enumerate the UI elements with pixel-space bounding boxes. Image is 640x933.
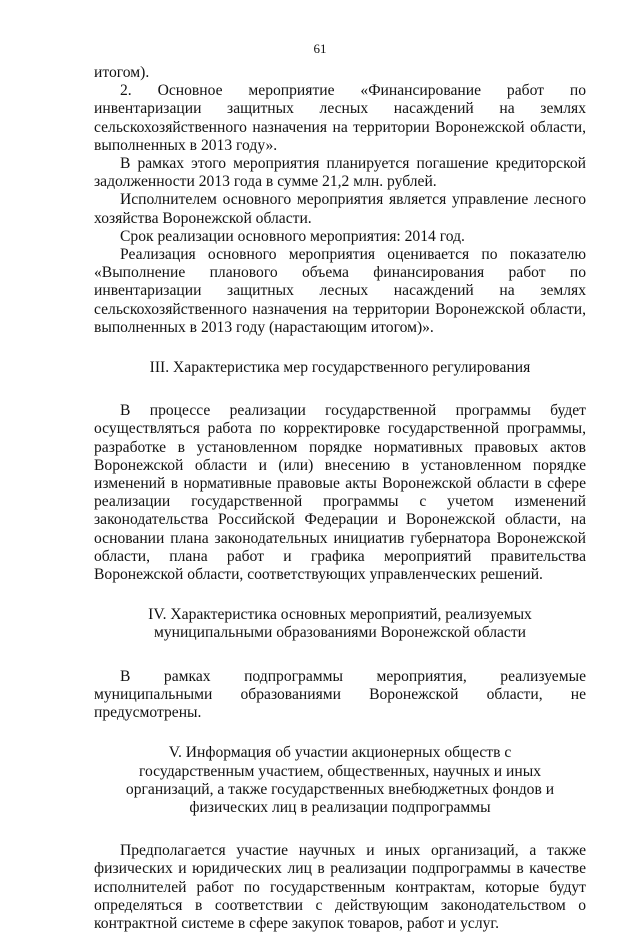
- section-3-heading: III. Характеристика мер государственного регулирования: [149, 359, 531, 377]
- paragraph-main-activity-2: 2. Основное мероприятие «Финансирование работ по инвентаризации защитных лесных насаждений на землях сельскохозяйственного назначения на территории Воронежской области, выполненных в 2013 году».: [94, 82, 586, 154]
- section-5-body: Предполагается участие научных и иных организаций, а также физических и юридических лиц в реализации подпрограммы в качестве исполнителей работ по государственным контрактам, которые будут определяться в соответствии с действующим законодательством о контрактной системе в сфере закупок товаров, работ и услуг.: [94, 842, 586, 932]
- section-5-heading-line-3: организаций, а также государственных внебюджетных фондов и: [125, 780, 555, 798]
- section-4-body: В рамках подпрограммы мероприятия, реализуемые муниципальными образованиями Воронежской области, не предусмотрены.: [94, 667, 586, 722]
- paragraph-indicator: Реализация основного мероприятия оценивается по показателю «Выполнение планового объема финансирования работ по инвентаризации защитных лесных насаждений на землях сельскохозяйственного назначения на территории Воронежской области, выполненных в 2013 году (нарастающим итогом)».: [94, 246, 586, 336]
- page-body: [94, 64, 586, 933]
- section-5-heading-line-1: V. Информация об участии акционерных обществ с: [168, 744, 512, 762]
- page-number: 61: [313, 41, 327, 56]
- paragraph-continuation: итогом).: [94, 64, 150, 81]
- paragraph-term: Срок реализации основного мероприятия: 2014 год.: [120, 227, 465, 245]
- section-3-body: В процессе реализации государственной программы будет осуществляться работа по корректировке государственной программы, разработке в установленном порядке нормативных правовых актов Воронежской области и (или) внесению в установленном порядке изменений в нормативные правовые акты Воронежской области в сфере реализации государственной программы с учетом изменений законодательства Российской Федерации и Воронежской области, на основании плана законодательных инициатив губернатора Воронежской области, плана работ и графика мероприятий правительства Воронежской области, соответствующих управленческих решений.: [94, 402, 586, 584]
- section-4-heading-line-2: муниципальными образованиями Воронежской области: [153, 624, 527, 642]
- section-4-heading-line-1: IV. Характеристика основных мероприятий, реализуемых: [148, 606, 532, 624]
- paragraph-debt-repayment: В рамках этого мероприятия планируется погашение кредиторской задолженности 2013 года в сумме 21,2 млн. рублей.: [94, 155, 586, 191]
- paragraph-executor: Исполнителем основного мероприятия является управление лесного хозяйства Воронежской области.: [94, 191, 586, 227]
- section-5-heading-line-4: физических лиц в реализации подпрограммы: [189, 798, 491, 816]
- section-5-heading-line-2: государственным участием, общественных, научных и иных: [138, 762, 542, 780]
